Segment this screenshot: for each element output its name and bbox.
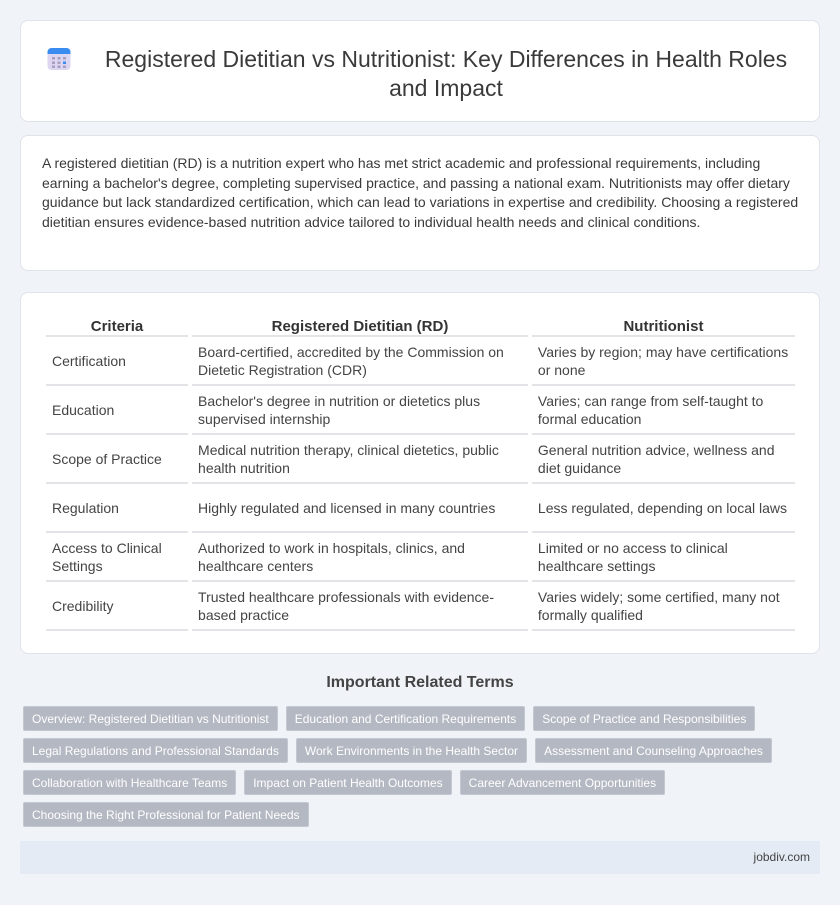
footer-site-link[interactable]: jobdiv.com xyxy=(753,850,810,864)
criteria-cell: Scope of Practice xyxy=(46,435,188,484)
nutritionist-cell: Limited or no access to clinical healthcare settings xyxy=(532,533,795,582)
criteria-cell: Credibility xyxy=(46,582,188,631)
table-row xyxy=(46,386,795,435)
criteria-cell: Regulation xyxy=(46,484,188,533)
related-term-tag[interactable]: Choosing the Right Professional for Patient Needs xyxy=(23,802,309,827)
related-term-tag[interactable]: Overview: Registered Dietitian vs Nutritionist xyxy=(23,706,278,731)
table-row xyxy=(46,337,795,386)
nutritionist-cell: General nutrition advice, wellness and diet guidance xyxy=(532,435,795,484)
footer xyxy=(20,841,820,874)
dietitian-cell: Trusted healthcare professionals with evidence-based practice xyxy=(192,582,528,631)
dietitian-cell: Authorized to work in hospitals, clinics, and healthcare centers xyxy=(192,533,528,582)
nutritionist-cell: Varies by region; may have certifications or none xyxy=(532,337,795,386)
table-row xyxy=(46,582,795,631)
criteria-cell: Education xyxy=(46,386,188,435)
related-term-tag[interactable]: Work Environments in the Health Sector xyxy=(296,738,527,763)
intro-paragraph: A registered dietitian (RD) is a nutrition expert who has met strict academic and professional requirements, including earning a bachelor's degree, completing supervised practice, and passing a national exam. Nutritionists may offer dietary guidance but lack standardized certification, which can lead to variations in expertise and credibility. Choosing a registered dietitian ensures evidence-based nutrition advice tailored to individual health needs and clinical conditions. xyxy=(42,155,799,230)
related-terms-list xyxy=(23,706,803,827)
dietitian-cell: Board-certified, accredited by the Commission on Dietetic Registration (CDR) xyxy=(192,337,528,386)
related-term-tag[interactable]: Impact on Patient Health Outcomes xyxy=(244,770,451,795)
related-term-tag[interactable]: Collaboration with Healthcare Teams xyxy=(23,770,236,795)
related-term-tag[interactable]: Legal Regulations and Professional Standards xyxy=(23,738,288,763)
title-card xyxy=(20,20,820,122)
page-title: Registered Dietitian vs Nutritionist: Key Differences in Health Roles and Impact xyxy=(104,46,788,101)
comparison-table xyxy=(42,315,799,631)
related-terms-heading: Important Related Terms xyxy=(326,674,514,691)
table-row xyxy=(46,533,795,582)
dietitian-cell: Highly regulated and licensed in many countries xyxy=(192,484,528,533)
dietitian-cell: Bachelor's degree in nutrition or dietetics plus supervised internship xyxy=(192,386,528,435)
table-header-row xyxy=(46,315,795,337)
header-registered-dietitian: Registered Dietitian (RD) xyxy=(192,315,528,337)
nutritionist-cell: Varies; can range from self-taught to formal education xyxy=(532,386,795,435)
table-row xyxy=(46,484,795,533)
related-term-tag[interactable]: Scope of Practice and Responsibilities xyxy=(533,706,755,731)
calendar-icon xyxy=(47,47,71,71)
header-nutritionist: Nutritionist xyxy=(532,315,795,337)
comparison-card xyxy=(20,292,820,654)
criteria-cell: Certification xyxy=(46,337,188,386)
intro-card xyxy=(20,135,820,271)
header-criteria: Criteria xyxy=(46,315,188,337)
nutritionist-cell: Less regulated, depending on local laws xyxy=(532,484,795,533)
related-term-tag[interactable]: Assessment and Counseling Approaches xyxy=(535,738,772,763)
dietitian-cell: Medical nutrition therapy, clinical dietetics, public health nutrition xyxy=(192,435,528,484)
criteria-cell: Access to Clinical Settings xyxy=(46,533,188,582)
nutritionist-cell: Varies widely; some certified, many not formally qualified xyxy=(532,582,795,631)
related-term-tag[interactable]: Education and Certification Requirements xyxy=(286,706,525,731)
related-term-tag[interactable]: Career Advancement Opportunities xyxy=(460,770,665,795)
table-row xyxy=(46,435,795,484)
